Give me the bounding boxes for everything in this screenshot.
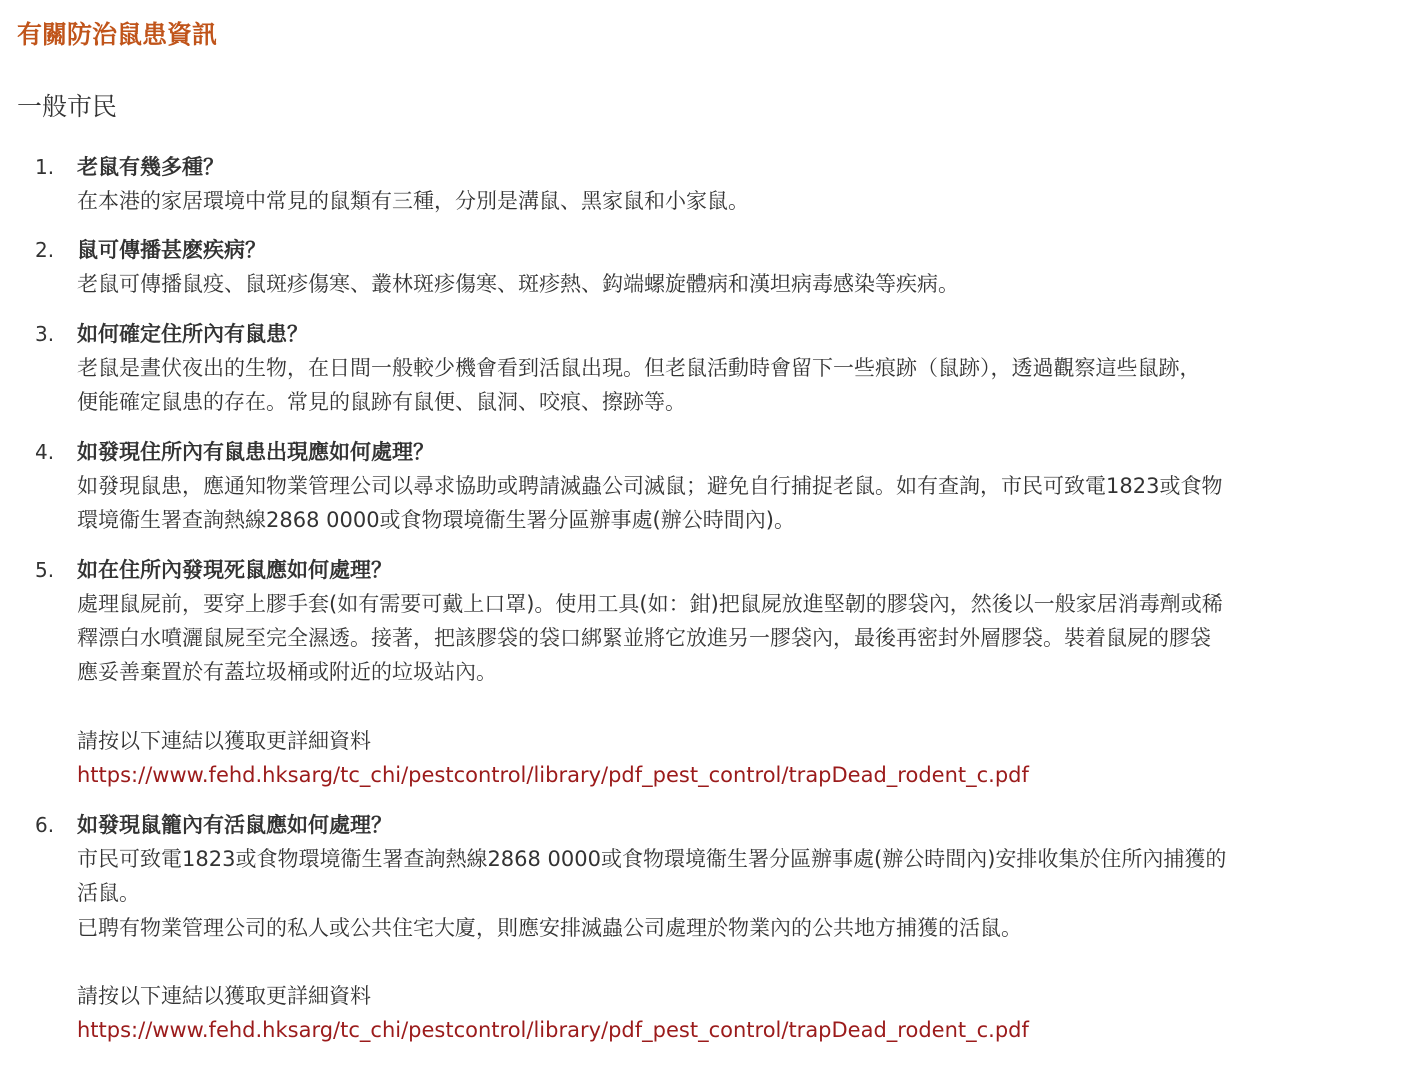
- faq-question: 如何確定住所內有鼠患？: [77, 322, 308, 346]
- faq-answer-line: 如發現鼠患，應通知物業管理公司以尋求協助或聘請滅蟲公司滅鼠；避免自行捕捉老鼠。如有查詢，市民可致電1823或食物: [77, 474, 1223, 498]
- faq-answer-line: 老鼠可傳播鼠疫、鼠斑疹傷寒、叢林斑疹傷寒、斑疹熱、鈎端螺旋體病和漢坦病毒感染等疾病。: [77, 272, 959, 296]
- faq-number: 3.: [35, 322, 55, 346]
- faq-number: 5.: [35, 558, 55, 582]
- faq-answer-line: 活鼠。: [77, 881, 140, 905]
- faq-number: 6.: [35, 813, 55, 837]
- faq-number: 2.: [35, 238, 55, 262]
- more-info-label: 請按以下連結以獲取更詳細資料: [77, 984, 371, 1008]
- faq-answer-line: 市民可致電1823或食物環境衞生署查詢熱線2868 0000或食物環境衞生署分區辦事處(辦公時間內)安排收集於住所內捕獲的: [77, 847, 1227, 871]
- faq-question: 老鼠有幾多種？: [77, 155, 224, 179]
- more-info-label: 請按以下連結以獲取更詳細資料: [77, 729, 371, 753]
- pdf-link[interactable]: https://www.fehd.hksarg/tc_chi/pestcontrol/library/pdf_pest_control/trapDead_rodent_c.pdf: [77, 1018, 1029, 1042]
- faq-question: 如發現鼠籠內有活鼠應如何處理？: [77, 813, 392, 837]
- faq-answer-line: 環境衞生署查詢熱線2868 0000或食物環境衞生署分區辦事處(辦公時間內)。: [77, 508, 795, 532]
- faq-number: 1.: [35, 155, 55, 179]
- faq-question: 如發現住所內有鼠患出現應如何處理？: [77, 440, 434, 464]
- faq-answer-line: 便能確定鼠患的存在。常見的鼠跡有鼠便、鼠洞、咬痕、擦跡等。: [77, 390, 686, 414]
- pdf-link[interactable]: https://www.fehd.hksarg/tc_chi/pestcontrol/library/pdf_pest_control/trapDead_rodent_c.pdf: [77, 763, 1029, 787]
- faq-answer-line: 老鼠是晝伏夜出的生物，在日間一般較少機會看到活鼠出現。但老鼠活動時會留下一些痕跡（鼠跡），透過觀察這些鼠跡，: [77, 356, 1201, 380]
- faq-question: 如在住所內發現死鼠應如何處理？: [77, 558, 392, 582]
- faq-answer-line: 處理鼠屍前，要穿上膠手套(如有需要可戴上口罩)。使用工具(如：鉗)把鼠屍放進堅韌的膠袋內，然後以一般家居消毒劑或稀: [77, 592, 1223, 616]
- faq-answer-line: 應妥善棄置於有蓋垃圾桶或附近的垃圾站內。: [77, 660, 497, 684]
- faq-number: 4.: [35, 440, 55, 464]
- faq-answer-line: 釋漂白水噴灑鼠屍至完全濕透。接著，把該膠袋的袋口綁緊並將它放進另一膠袋內，最後再密封外層膠袋。裝着鼠屍的膠袋: [77, 626, 1211, 650]
- faq-answer-line: 在本港的家居環境中常見的鼠類有三種，分別是溝鼠、黑家鼠和小家鼠。: [77, 189, 749, 213]
- faq-answer-line: 已聘有物業管理公司的私人或公共住宅大廈，則應安排滅蟲公司處理於物業內的公共地方捕獲的活鼠。: [77, 916, 1022, 940]
- section-title: 一般市民: [17, 92, 118, 121]
- faq-question: 鼠可傳播甚麽疾病？: [77, 238, 266, 262]
- page-title: 有關防治鼠患資訊: [17, 20, 218, 49]
